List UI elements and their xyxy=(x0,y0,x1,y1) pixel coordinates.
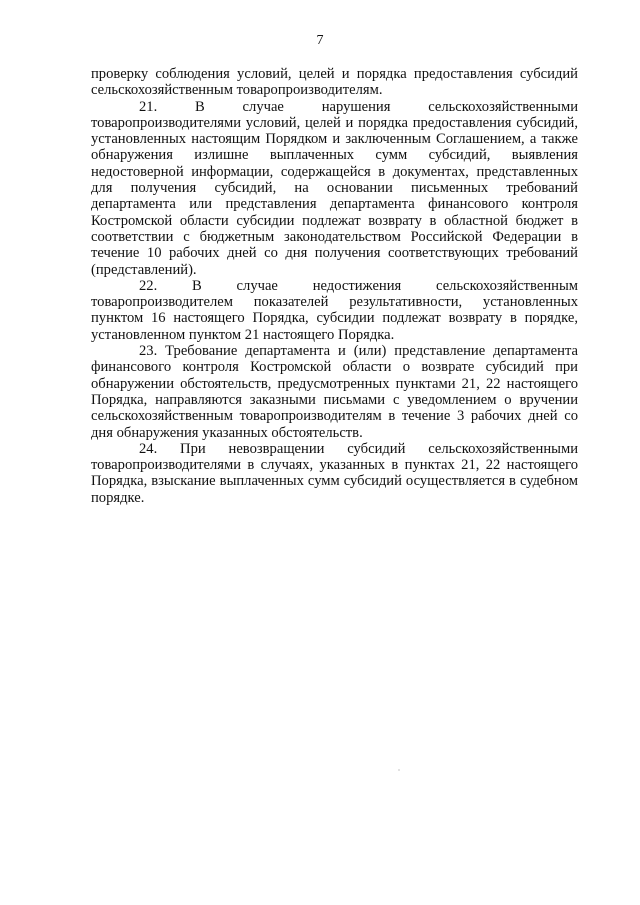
page-number: 7 xyxy=(316,33,324,48)
paragraph-24: 24. При невозвращении субсидий сельскохозяйственными товаропроизводителями в случаях, указанных в пунктах 21, 22 настоящего Порядка, взыскание выплаченных сумм субсидий осуществляется в судебном порядке. xyxy=(91,440,578,506)
paragraph-21: 21. В случае нарушения сельскохозяйственными товаропроизводителями условий, целей и порядка предоставления субсидий, установленных настоящим Порядком и заключенным Соглашением, а также обнаружения излишне выплаченных сумм субсидий, выявления недостоверной информации, содержащейся в документах, представленных для получения субсидий, на основании письменных требований департамента или представления департамента финансового контроля Костромской области субсидии подлежат возврату в областной бюджет в соответствии с бюджетным законодательством Российской Федерации в течение 10 рабочих дней со дня получения соответствующих требований (представлений). xyxy=(91,98,578,278)
paragraph-23: 23. Требование департамента и (или) представление департамента финансового контроля Костромской области о возврате субсидий при обнаружении обстоятельств, предусмотренных пунктами 21, 22 настоящего Порядка, направляются заказными письмами с уведомлением о вручении сельскохозяйственным товаропроизводителям в течение 3 рабочих дней со дня обнаружения указанных обстоятельств. xyxy=(91,343,578,441)
paragraph-continuation: проверку соблюдения условий, целей и порядка предоставления субсидий сельскохозяйственным товаропроизводителям. xyxy=(91,66,578,99)
document-body xyxy=(91,66,578,506)
scan-speck xyxy=(398,769,400,771)
paragraph-22: 22. В случае недостижения сельскохозяйственным товаропроизводителем показателей результативности, установленных пунктом 16 настоящего Порядка, субсидии подлежат возврату в порядке, установленном пунктом 21 настоящего Порядка. xyxy=(91,277,578,343)
